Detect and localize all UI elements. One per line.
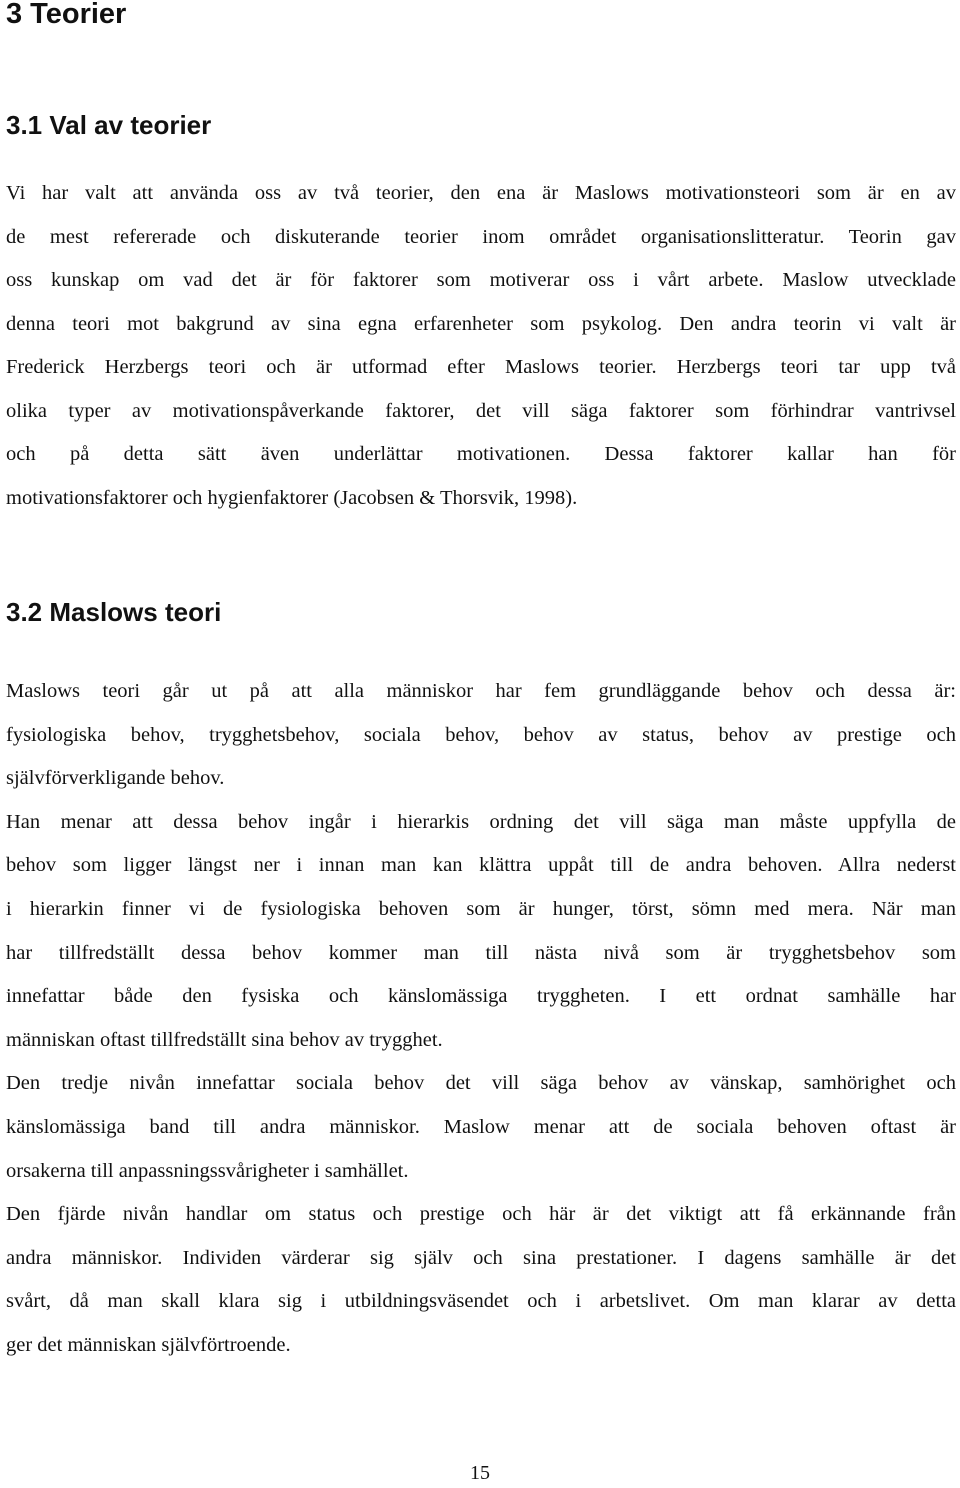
section-heading-val-av-teorier: 3.1 Val av teorier	[6, 110, 212, 140]
text-line: i hierarkin finner vi de fysiologiska behoven som är hunger, törst, sömn med mera. När man	[6, 897, 956, 920]
section-heading-maslows-teori: 3.2 Maslows teori	[6, 597, 222, 627]
text-line: motivationsfaktorer och hygienfaktorer (Jacobsen & Thorsvik, 1998).	[6, 486, 578, 509]
text-line: olika typer av motivationspåverkande faktorer, det vill säga faktorer som förhindrar vantrivsel	[6, 399, 956, 422]
paragraph-val-av-teorier	[6, 172, 956, 520]
chapter-heading: 3 Teorier	[6, 0, 127, 30]
text-line: har tillfredställt dessa behov kommer man till nästa nivå som är trygghetsbehov som	[6, 941, 956, 964]
text-line: Han menar att dessa behov ingår i hierarkis ordning det vill säga man måste uppfylla de	[6, 810, 956, 833]
text-line: Den fjärde nivån handlar om status och prestige och här är det viktigt att få erkännande från	[6, 1203, 956, 1226]
text-line: självförverkligande behov.	[6, 767, 225, 790]
text-line: fysiologiska behov, trygghetsbehov, sociala behov, behov av status, behov av prestige och	[6, 723, 956, 746]
text-line: andra människor. Individen värderar sig själv och sina prestationer. I dagens samhälle är det	[6, 1246, 956, 1269]
page-number: 15	[470, 1462, 490, 1484]
text-line: ger det människan självförtroende.	[6, 1333, 291, 1356]
text-line: behov som ligger längst ner i innan man kan klättra uppåt till de andra behoven. Allra nederst	[6, 854, 956, 877]
text-line: orsakerna till anpassningssvårigheter i samhället.	[6, 1159, 409, 1182]
text-line: innefattar både den fysiska och känslomässiga tryggheten. I ett ordnat samhälle har	[6, 985, 956, 1008]
text-line: Maslows teori går ut på att alla människor har fem grundläggande behov och dessa är:	[6, 680, 956, 702]
text-line: oss kunskap om vad det är för faktorer som motiverar oss i vårt arbete. Maslow utvecklade	[6, 269, 956, 291]
text-line: svårt, då man skall klara sig i utbildningsväsendet och i arbetslivet. Om man klarar av detta	[6, 1290, 956, 1313]
text-line: människan oftast tillfredställt sina behov av trygghet.	[6, 1028, 443, 1051]
paragraph-maslows-teori	[6, 670, 956, 1368]
text-line: Den tredje nivån innefattar sociala behov det vill säga behov av vänskap, samhörighet och	[6, 1072, 956, 1095]
text-line: denna teori mot bakgrund av sina egna erfarenheter som psykolog. Den andra teorin vi valt är	[6, 312, 956, 335]
text-line: och på detta sätt även underlättar motivationen. Dessa faktorer kallar han för	[6, 443, 956, 465]
text-line: Frederick Herzbergs teori och är utformad efter Maslows teorier. Herzbergs teori tar upp två	[6, 356, 956, 378]
text-line: Vi har valt att använda oss av två teorier, den ena är Maslows motivationsteori som är en av	[6, 182, 956, 204]
text-line: de mest refererade och diskuterande teorier inom området organisationslitteratur. Teorin gav	[6, 225, 956, 248]
text-line: känslomässiga band till andra människor. Maslow menar att de sociala behoven oftast är	[6, 1115, 956, 1138]
